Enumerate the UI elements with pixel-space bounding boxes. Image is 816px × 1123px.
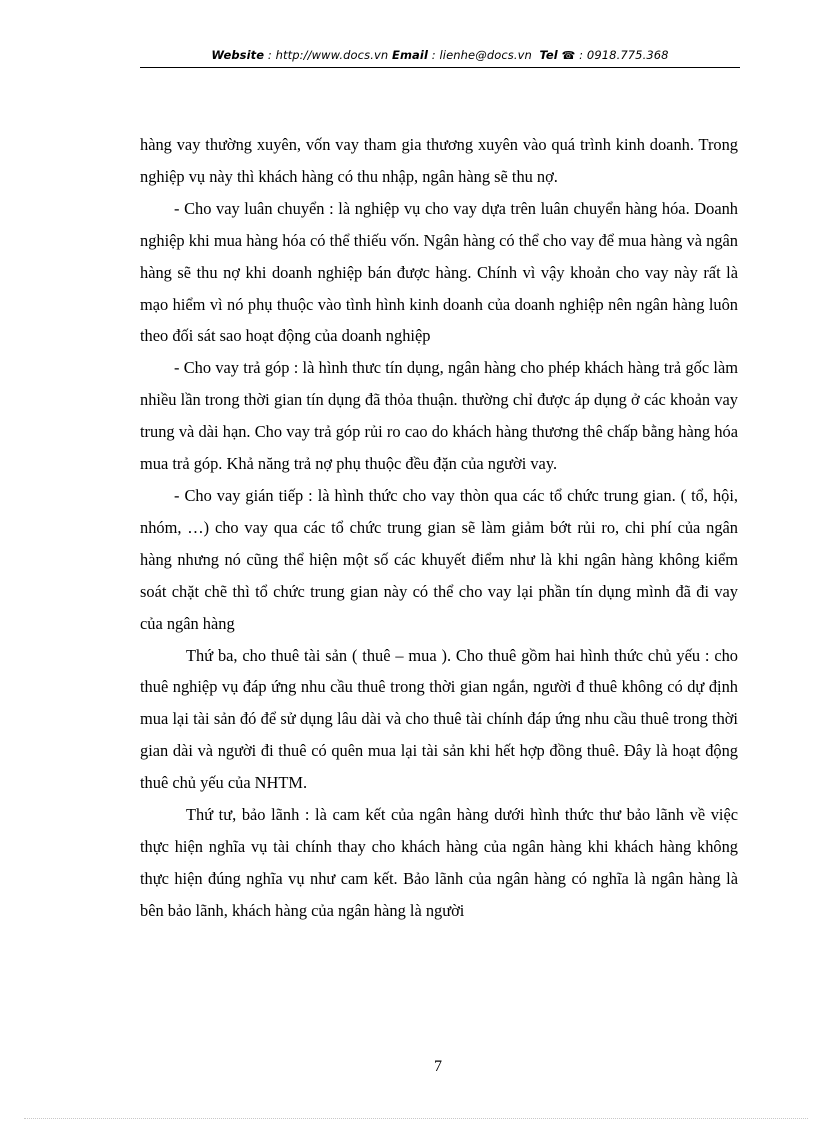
page-number: 7	[434, 1058, 442, 1075]
paragraph-continuation: hàng vay thường xuyên, vốn vay tham gia thương xuyên vào quá trình kinh doanh. Trong nghiệp vụ này thì khách hàng có thu nhập, ngân hàng sẽ thu nợ.	[140, 135, 738, 186]
phone-icon: ☎	[561, 49, 576, 62]
tel-number: : 0918.775.368	[575, 48, 669, 62]
page-bottom-border	[24, 1118, 808, 1119]
paragraph-revolving-loan: - Cho vay luân chuyển : là nghiệp vụ cho vay dựa trên luân chuyển hàng hóa. Doanh nghiệp khi mua hàng hóa có thể thiếu vốn. Ngân hàng có thể cho vay để mua hàng và ngân hàng sẽ thu nợ khi doanh nghiệp bán được hàng. Chính vì vậy khoản cho vay này rất là mạo hiểm vì nó phụ thuộc vào tình hình kinh doanh của doanh nghiệp nên ngân hàng luôn theo đối sát sao hoạt động của doanh nghiệp	[140, 198, 738, 346]
page-header	[140, 48, 740, 62]
email-address[interactable]: lienhe@docs.vn	[439, 48, 532, 62]
tel-label: Tel	[539, 48, 558, 62]
paragraph-installment-loan: - Cho vay trả góp : là hình thưc tín dụng, ngân hàng cho phép khách hàng trả gốc làm nhiều lần trong thời gian tín dụng đã thỏa thuận. thường chỉ được áp dụng ở các khoản vay trung và dài hạn. Cho vay trả góp rủi ro cao do khách hàng thương thê chấp bằng hàng hóa mua trả góp. Khả năng trả nợ phụ thuộc đều đặn của người vay.	[140, 358, 738, 474]
document-body	[140, 129, 738, 927]
paragraph-leasing: Thứ ba, cho thuê tài sản ( thuê – mua ). Cho thuê gồm hai hình thức chủ yếu : cho thuê nghiệp vụ đáp ứng nhu cầu thuê trong thời gian ngắn, người đ thuê không có dự định mua lại tài sản đó để sử dụng lâu dài và cho thuê tài chính đáp ứng nhu cầu thuê trong thời gian dài và người đi thuê có quên mua lại tài sản khi hết hợp đồng thuê. Đây là hoạt động thuê chủ yếu của NHTM.	[140, 645, 738, 793]
website-separator: :	[264, 48, 276, 62]
website-label: Website	[211, 48, 265, 62]
header-divider	[140, 67, 740, 68]
website-url[interactable]: http://www.docs.vn	[275, 48, 389, 62]
email-label: Email	[392, 48, 428, 62]
paragraph-indirect-loan: - Cho vay gián tiếp : là hình thức cho vay thòn qua các tổ chức trung gian. ( tổ, hội, nhóm, …) cho vay qua các tổ chức trung gian sẽ làm giảm bớt rủi ro, chi phí của ngân hàng nhưng nó cũng thể hiện một số các khuyết điểm như là khi ngân hàng không kiểm soát chặt chẽ thì tổ chức trung gian này có thể cho vay lại phần tín dụng mình đã đi vay của ngân hàng	[140, 485, 738, 633]
paragraph-guarantee: Thứ tư, bảo lãnh : là cam kết của ngân hàng dưới hình thức thư bảo lãnh về việc thực hiện nghĩa vụ tài chính thay cho khách hàng của ngân hàng khi khách hàng không thực hiện đúng nghĩa vụ như cam kết. Bảo lãnh của ngân hàng có nghĩa là ngân hàng là bên bảo lãnh, khách hàng của ngân hàng là người	[140, 805, 738, 920]
email-separator: :	[428, 48, 440, 62]
